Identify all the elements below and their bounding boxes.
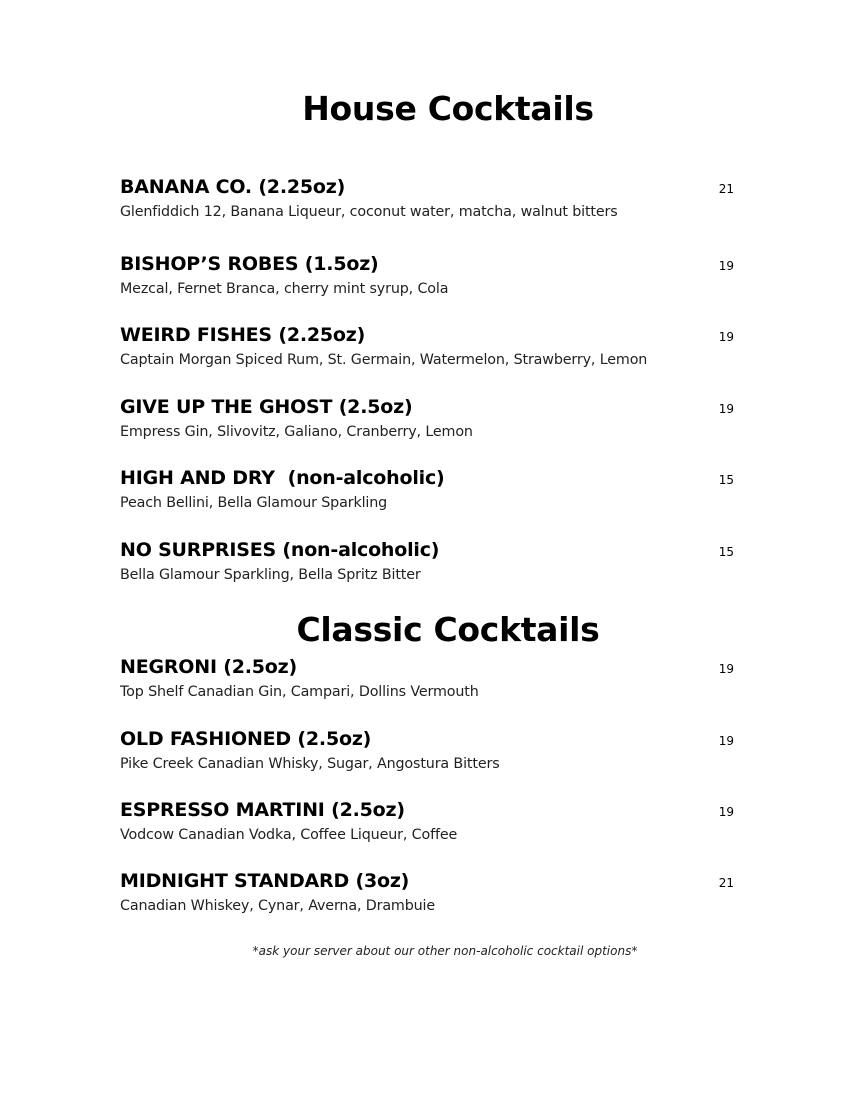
item-name: GIVE UP THE GHOST (2.5oz) xyxy=(120,396,413,418)
item-price: 21 xyxy=(718,876,734,890)
item-name: NEGRONI (2.5oz) xyxy=(120,656,297,678)
item-name: HIGH AND DRY (non-alcoholic) xyxy=(120,467,445,489)
item-description: Canadian Whiskey, Cynar, Averna, Drambuie xyxy=(120,898,436,914)
item-description: Vodcow Canadian Vodka, Coffee Liqueur, Coffee xyxy=(120,827,458,843)
item-name: BANANA CO. (2.25oz) xyxy=(120,176,346,198)
item-description: Glenfiddich 12, Banana Liqueur, coconut water, matcha, walnut bitters xyxy=(120,204,618,220)
item-price: 19 xyxy=(718,662,734,676)
item-price: 19 xyxy=(718,402,734,416)
menu-item-banana-co xyxy=(120,176,734,226)
item-description: Mezcal, Fernet Branca, cherry mint syrup, Cola xyxy=(120,281,449,297)
menu-item-weird-fishes xyxy=(120,324,734,374)
menu-item-old-fashioned xyxy=(120,728,734,778)
menu-item-negroni xyxy=(120,656,734,706)
item-price: 15 xyxy=(718,473,734,487)
item-name: OLD FASHIONED (2.5oz) xyxy=(120,728,372,750)
menu-item-espresso-martini xyxy=(120,799,734,849)
item-name: WEIRD FISHES (2.25oz) xyxy=(120,324,366,346)
classic-cocktails-title: Classic Cocktails xyxy=(296,610,600,649)
menu-item-bishops-robes xyxy=(120,253,734,303)
item-price: 21 xyxy=(718,182,734,196)
house-cocktails-title: House Cocktails xyxy=(302,89,594,128)
item-price: 19 xyxy=(718,805,734,819)
menu-item-midnight-standard xyxy=(120,870,734,920)
menu-item-high-and-dry xyxy=(120,467,734,517)
item-description: Top Shelf Canadian Gin, Campari, Dollins Vermouth xyxy=(120,684,479,700)
menu-item-no-surprises xyxy=(120,539,734,589)
item-price: 19 xyxy=(718,259,734,273)
item-name: BISHOP’S ROBES (1.5oz) xyxy=(120,253,379,275)
menu-item-give-up-the-ghost xyxy=(120,396,734,446)
item-description: Bella Glamour Sparkling, Bella Spritz Bitter xyxy=(120,567,421,583)
item-description: Peach Bellini, Bella Glamour Sparkling xyxy=(120,495,388,511)
item-description: Pike Creek Canadian Whisky, Sugar, Angostura Bitters xyxy=(120,756,500,772)
item-price: 19 xyxy=(718,330,734,344)
item-name: NO SURPRISES (non-alcoholic) xyxy=(120,539,440,561)
item-price: 19 xyxy=(718,734,734,748)
item-description: Empress Gin, Slivovitz, Galiano, Cranberry, Lemon xyxy=(120,424,473,440)
item-description: Captain Morgan Spiced Rum, St. Germain, Watermelon, Strawberry, Lemon xyxy=(120,352,648,368)
item-name: MIDNIGHT STANDARD (3oz) xyxy=(120,870,410,892)
item-name: ESPRESSO MARTINI (2.5oz) xyxy=(120,799,405,821)
item-price: 15 xyxy=(718,545,734,559)
non-alcoholic-footnote: *ask your server about our other non-alcoholic cocktail options* xyxy=(252,944,638,958)
